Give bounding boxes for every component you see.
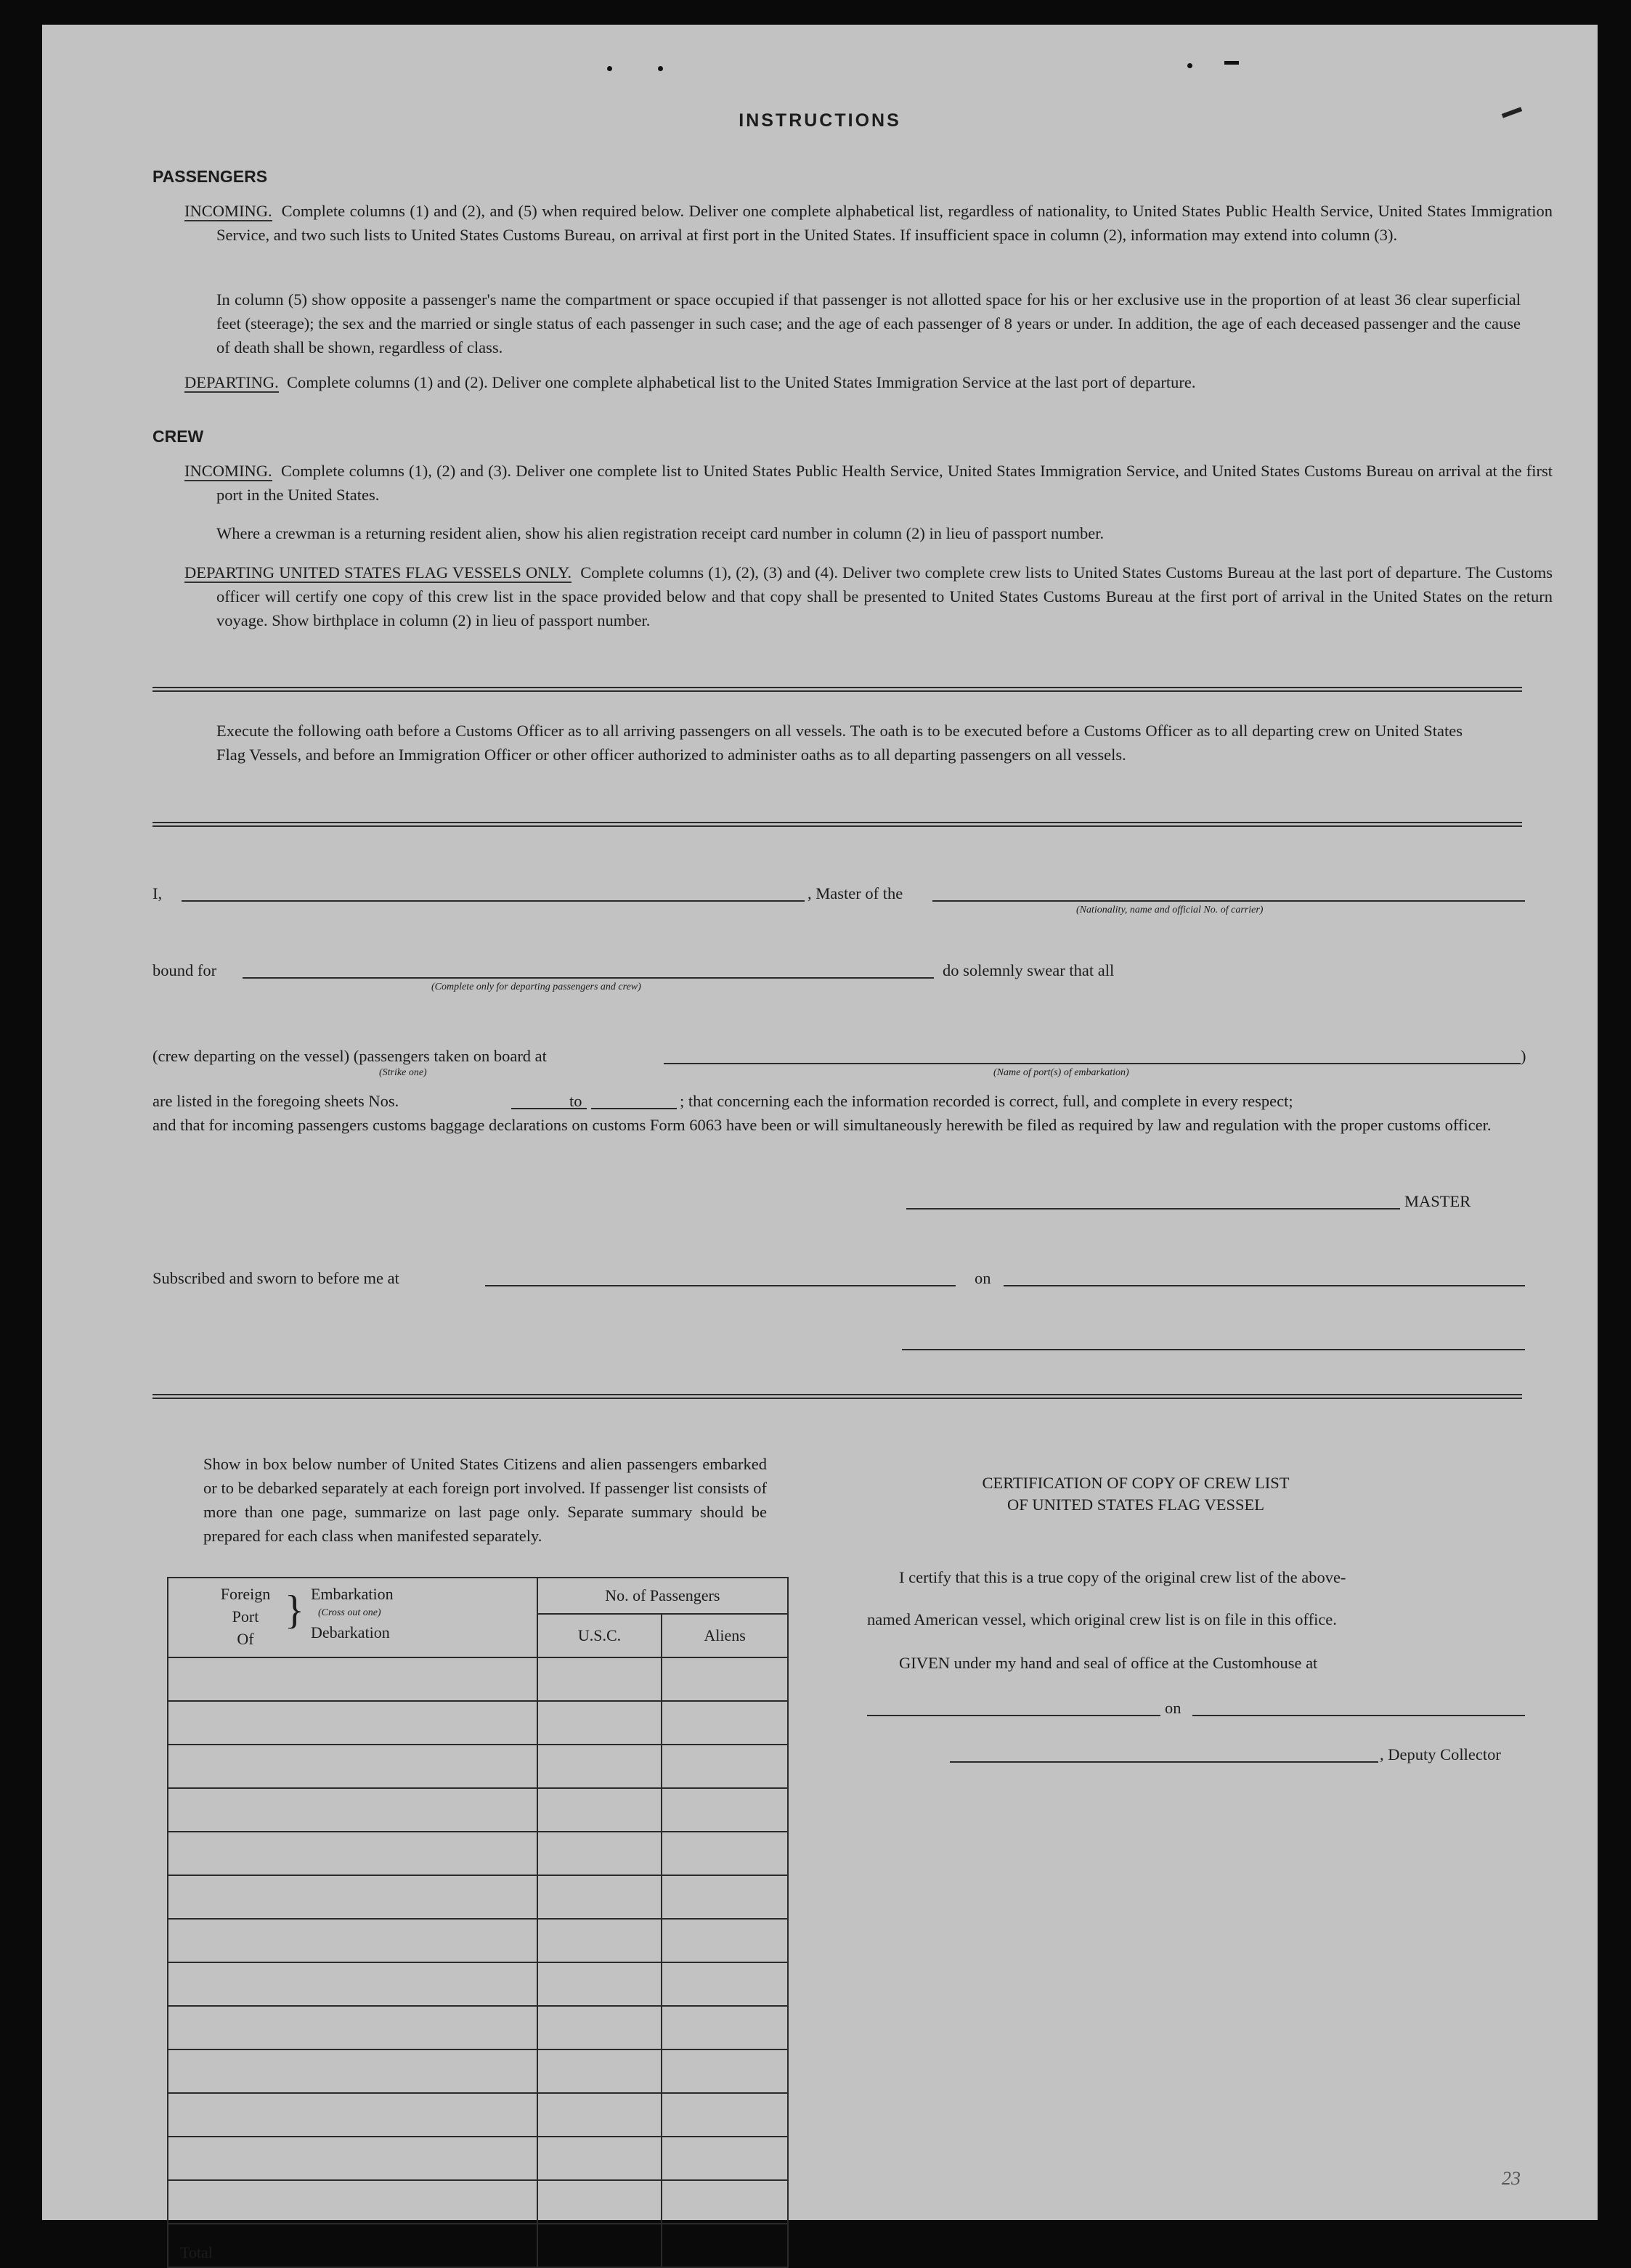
table-row xyxy=(168,1919,788,1962)
aliens-cell[interactable] xyxy=(662,2049,788,2093)
usc-cell[interactable] xyxy=(537,2049,662,2093)
bound-for-field[interactable] xyxy=(243,977,934,979)
port-cell[interactable] xyxy=(168,1832,537,1875)
usc-cell[interactable] xyxy=(537,1875,662,1919)
aliens-cell[interactable] xyxy=(662,1962,788,2006)
usc-cell[interactable] xyxy=(537,1745,662,1788)
usc-total-cell[interactable] xyxy=(537,2224,662,2267)
departing-label: DEPARTING. xyxy=(184,373,279,391)
passenger-summary-table xyxy=(167,1577,789,2268)
of-label: Of xyxy=(237,1630,254,1648)
page-mark: 23 xyxy=(1502,2168,1521,2189)
usc-cell[interactable] xyxy=(537,1962,662,2006)
table-row xyxy=(168,2137,788,2180)
table-row xyxy=(168,2049,788,2093)
port-cell[interactable] xyxy=(168,2137,537,2180)
crew-incoming-label: INCOMING. xyxy=(184,462,272,480)
port-cell[interactable] xyxy=(168,1962,537,2006)
port-cell[interactable] xyxy=(168,1788,537,1832)
aliens-header: Aliens xyxy=(662,1614,788,1657)
port-cell[interactable] xyxy=(168,1657,537,1701)
crew-departing xyxy=(184,560,1553,632)
table-row xyxy=(168,1875,788,1919)
master-name-field[interactable] xyxy=(182,900,805,902)
certification-heading-1: CERTIFICATION OF COPY OF CREW LIST xyxy=(982,1474,1290,1492)
usc-header: U.S.C. xyxy=(537,1614,662,1657)
passengers-heading: PASSENGERS xyxy=(152,167,268,186)
aliens-total-cell[interactable] xyxy=(662,2224,788,2267)
subscribed-text: Subscribed and sworn to before me at xyxy=(152,1269,399,1287)
certify-line-2: named American vessel, which original crew list is on file in this office. xyxy=(867,1610,1337,1628)
usc-cell[interactable] xyxy=(537,2006,662,2049)
port-cell[interactable] xyxy=(168,2093,537,2137)
officer-signature-field[interactable] xyxy=(902,1349,1525,1350)
table-row xyxy=(168,1788,788,1832)
usc-cell[interactable] xyxy=(537,2137,662,2180)
form-page xyxy=(42,25,1598,2261)
aliens-cell[interactable] xyxy=(662,1701,788,1745)
aliens-cell[interactable] xyxy=(662,1657,788,1701)
aliens-cell[interactable] xyxy=(662,2180,788,2224)
table-row xyxy=(168,1657,788,1701)
strike-note: (Strike one) xyxy=(379,1067,427,1078)
master-of-label: , Master of the xyxy=(808,884,903,902)
crew-resident-note: Where a crewman is a returning resident alien, show his alien registration receipt card number in column (2) in lieu of passport number. xyxy=(216,524,1105,542)
table-row xyxy=(168,1962,788,2006)
cert-date-field[interactable] xyxy=(1192,1715,1525,1716)
complete-note: (Complete only for departing passengers and crew) xyxy=(431,982,641,992)
no-passengers-header: No. of Passengers xyxy=(537,1578,788,1614)
port-cell[interactable] xyxy=(168,2180,537,2224)
master-label: MASTER xyxy=(1404,1192,1471,1210)
aliens-cell[interactable] xyxy=(662,2006,788,2049)
column5-note: In column (5) show opposite a passenger's name the compartment or space occupied if that passenger is not allotted space for his or her exclusive use in the proportion of at least 36 clear superficial feet (steerage); the sex and the married or single status of each passenger in such case; and the age of each passenger of 8 years or under. In addition, the age of each deceased passenger and the cause of death shall be shown, regardless of class. xyxy=(216,290,1521,356)
table-row xyxy=(168,2093,788,2137)
divider xyxy=(152,822,1522,827)
aliens-cell[interactable] xyxy=(662,1875,788,1919)
sworn-date-field[interactable] xyxy=(1004,1285,1525,1286)
port-note: (Name of port(s) of embarkation) xyxy=(993,1067,1129,1078)
aliens-cell[interactable] xyxy=(662,1745,788,1788)
bound-for-label: bound for xyxy=(152,961,217,979)
port-cell[interactable] xyxy=(168,1875,537,1919)
usc-cell[interactable] xyxy=(537,1832,662,1875)
table-row xyxy=(168,1745,788,1788)
total-label: Total xyxy=(168,2224,537,2267)
usc-cell[interactable] xyxy=(537,2180,662,2224)
usc-cell[interactable] xyxy=(537,1657,662,1701)
cross-out-note: (Cross out one) xyxy=(318,1607,381,1618)
divider xyxy=(152,1394,1522,1399)
departing-text: Complete columns (1) and (2). Deliver one complete alphabetical list to the United States Immigration Service at the last port of departure. xyxy=(286,373,1196,391)
crew-incoming-text: Complete columns (1), (2) and (3). Deliver one complete list to United States Public Health Service, United States Immigration Service, and United States Customs Bureau on arrival at the first port in the United States. xyxy=(216,462,1553,504)
deputy-label: , Deputy Collector xyxy=(1380,1745,1501,1763)
passengers-departing xyxy=(184,370,1521,394)
carrier-field[interactable] xyxy=(932,900,1525,902)
to-label: to xyxy=(569,1092,582,1110)
foreign-port-header xyxy=(168,1578,537,1657)
table-row xyxy=(168,1701,788,1745)
aliens-cell[interactable] xyxy=(662,2137,788,2180)
usc-cell[interactable] xyxy=(537,1701,662,1745)
brace-icon: } xyxy=(285,1588,304,1633)
port-cell[interactable] xyxy=(168,1919,537,1962)
port-cell[interactable] xyxy=(168,1745,537,1788)
cert-on-label: on xyxy=(1165,1699,1181,1717)
swear-text: do solemnly swear that all xyxy=(943,961,1115,979)
deputy-signature-field[interactable] xyxy=(950,1761,1378,1763)
listed-text-3: and that for incoming passengers customs baggage declarations on customs Form 6063 have been or will simultaneously herewith be filed as required by law and regulation with the proper customs officer. xyxy=(152,1116,1492,1134)
usc-cell[interactable] xyxy=(537,1919,662,1962)
certify-line-1: I certify that this is a true copy of the original crew list of the above- xyxy=(899,1568,1346,1586)
listed-text-2: ; that concerning each the information recorded is correct, full, and complete in every respect; xyxy=(680,1092,1293,1110)
port-label: Port xyxy=(232,1607,259,1625)
passengers-incoming xyxy=(184,199,1553,247)
table-row xyxy=(168,1832,788,1875)
summary-instructions: Show in box below number of United States Citizens and alien passengers embarked or to be debarked separately at each foreign port involved. If passenger list consists of more than one page, summarize on last page only. Separate summary should be prepared for each class when manifested separately. xyxy=(203,1455,767,1545)
sworn-location-field[interactable] xyxy=(485,1285,956,1286)
oath-i-label: I, xyxy=(152,884,163,902)
given-text: GIVEN under my hand and seal of office at the Customhouse at xyxy=(899,1654,1318,1672)
master-signature-field[interactable] xyxy=(906,1208,1400,1210)
incoming-text: Complete columns (1) and (2), and (5) when required below. Deliver one complete alphabetical list, regardless of nationality, to United States Public Health Service, United States Immigration Service, and two such lists to United States Customs Bureau, on arrival at first port in the United States. If insufficient space in column (2), information may extend into column (3). xyxy=(216,202,1553,244)
aliens-cell[interactable] xyxy=(662,1788,788,1832)
listed-text: are listed in the foregoing sheets Nos. xyxy=(152,1092,399,1110)
certification-heading xyxy=(874,1472,1397,1516)
page-title: INSTRUCTIONS xyxy=(739,110,901,131)
on-label: on xyxy=(975,1269,991,1287)
sheet-to-field[interactable] xyxy=(591,1108,677,1109)
incoming-label: INCOMING. xyxy=(184,202,272,220)
certification-heading-2: OF UNITED STATES FLAG VESSEL xyxy=(1006,1496,1265,1514)
crew-departing-text: (crew departing on the vessel) (passengers taken on board at xyxy=(152,1047,547,1065)
speck xyxy=(1187,63,1192,68)
usc-cell[interactable] xyxy=(537,1788,662,1832)
close-paren: ) xyxy=(1521,1047,1526,1065)
port-cell[interactable] xyxy=(168,2049,537,2093)
crew-heading: CREW xyxy=(152,427,204,446)
foreign-label: Foreign xyxy=(220,1585,271,1603)
crew-incoming xyxy=(184,459,1553,507)
nationality-note: (Nationality, name and official No. of carrier) xyxy=(1076,905,1264,915)
embarkation-label[interactable]: Embarkation xyxy=(311,1585,394,1603)
crew-departing-text: Complete columns (1), (2), (3) and (4). Deliver two complete crew lists to United States Customs Bureau at the last port of departure. The Customs officer will certify one copy of this crew list in the space provided below and that copy shall be presented to United States Customs Bureau at the first port of arrival in the United States on the return voyage. Show birthplace in column (2) in lieu of passport number. xyxy=(216,563,1553,629)
port-cell[interactable] xyxy=(168,2006,537,2049)
speck xyxy=(607,66,612,71)
total-row xyxy=(168,2224,788,2267)
oath-intro: Execute the following oath before a Customs Officer as to all arriving passengers on all vessels. The oath is to be executed before a Customs Officer as to all departing crew on United States Flag Vessels, and before an Immigration Officer or other officer authorized to administer oaths as to all departing passengers on all vessels. xyxy=(216,722,1463,764)
embarkation-port-field[interactable] xyxy=(664,1063,1521,1064)
aliens-cell[interactable] xyxy=(662,2093,788,2137)
aliens-cell[interactable] xyxy=(662,1832,788,1875)
customhouse-field[interactable] xyxy=(867,1715,1160,1716)
port-cell[interactable] xyxy=(168,1701,537,1745)
speck xyxy=(658,66,663,71)
crew-departing-label: DEPARTING UNITED STATES FLAG VESSELS ONLY. xyxy=(184,563,572,582)
debarkation-label[interactable]: Debarkation xyxy=(311,1623,390,1641)
speck xyxy=(1224,61,1239,65)
table-row xyxy=(168,2180,788,2224)
table-row xyxy=(168,2006,788,2049)
usc-cell[interactable] xyxy=(537,2093,662,2137)
aliens-cell[interactable] xyxy=(662,1919,788,1962)
divider xyxy=(152,687,1522,692)
